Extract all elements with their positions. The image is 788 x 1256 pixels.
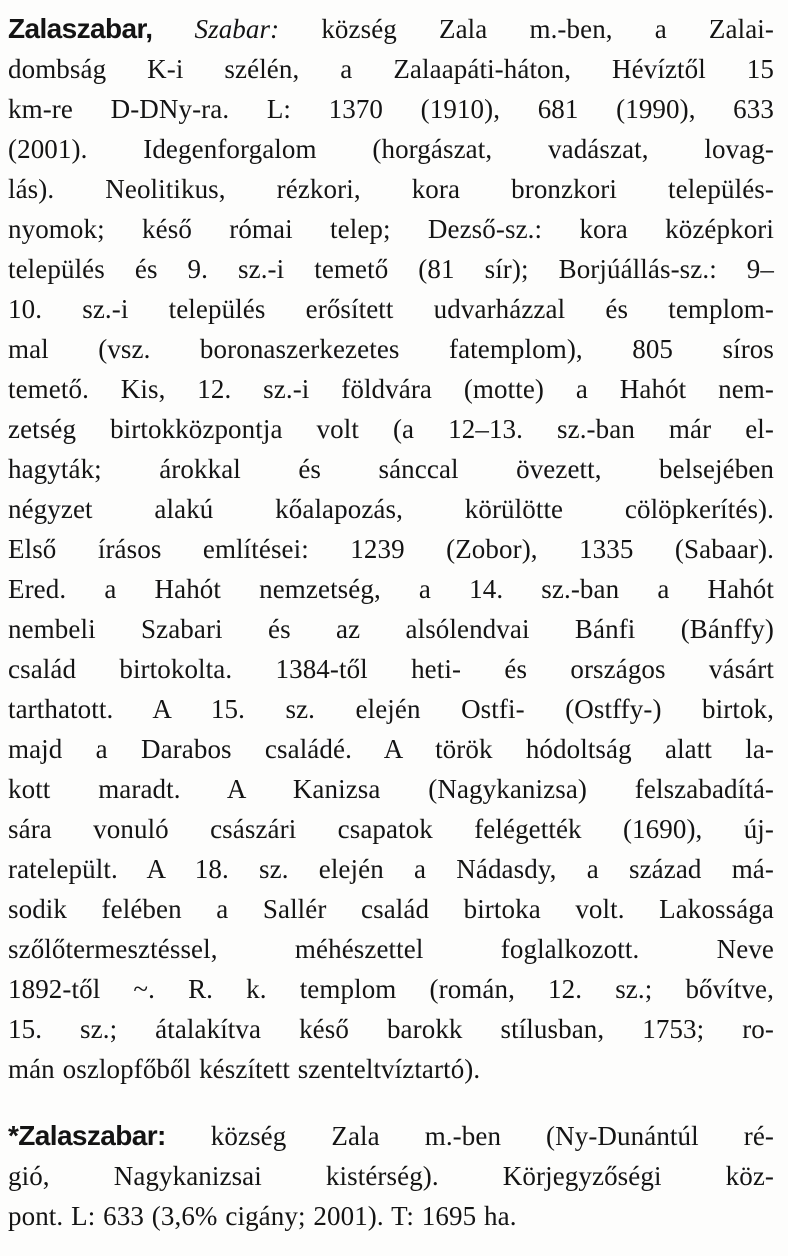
text-line-fragment: község Zala m.-ben (Ny-Dunántúl ré-: [210, 1121, 774, 1151]
text-line: zetség birtokközpontja volt (a 12–13. sz.-ban már el-: [8, 414, 774, 444]
text-line: [8, 1116, 774, 1156]
text-line: sára vonuló császári csapatok felégették (1690), új-: [8, 814, 774, 844]
text-line: település és 9. sz.-i temető (81 sír); Borjúállás-sz.: 9–: [8, 254, 774, 284]
text-line: mal (vsz. boronaszerkezetes fatemplom), 805 síros: [8, 334, 774, 364]
entry-variant-name: Szabar:: [194, 14, 280, 44]
text-line: 15. sz.; átalakítva késő barokk stílusban, 1753; ro-: [8, 1014, 774, 1044]
text-line: szőlőtermesztéssel, méhészettel foglalkozott. Neve: [8, 934, 774, 964]
text-line: 1892-től ~. R. k. templom (román, 12. sz.; bővítve,: [8, 974, 774, 1004]
text-line: hagyták; árokkal és sánccal övezett, belsejében: [8, 454, 774, 484]
text-line: nyomok; késő római telep; Dezső-sz.: kora középkori: [8, 214, 774, 244]
entry-headword: *Zalaszabar:: [8, 1120, 166, 1151]
text-line: (2001). Idegenforgalom (horgászat, vadászat, lovag-: [8, 134, 774, 164]
text-line: Ered. a Hahót nemzetség, a 14. sz.-ban a Hahót: [8, 574, 774, 604]
entry-zalaszabar: [8, 9, 774, 1089]
text-line: km-re D-DNy-ra. L: 1370 (1910), 681 (1990), 633: [8, 94, 774, 124]
text-line: sodik felében a Sallér család birtoka volt. Lakossága: [8, 894, 774, 924]
text-line: mán oszlopfőből készített szenteltvíztartó).: [8, 1054, 481, 1084]
text-line: 10. sz.-i település erősített udvarházzal és templom-: [8, 294, 774, 324]
text-line-fragment: község Zala m.-ben, a Zalai-: [321, 14, 774, 44]
text-line: tarthatott. A 15. sz. elején Ostfi- (Ostffy-) birtok,: [8, 694, 774, 724]
text-line: család birtokolta. 1384-től heti- és országos vásárt: [8, 654, 774, 684]
text-line: dombság K-i szélén, a Zalaapáti-háton, Hévíztől 15: [8, 54, 774, 84]
entry-headword: Zalaszabar,: [8, 13, 153, 44]
text-line: temető. Kis, 12. sz.-i földvára (motte) a Hahót nem-: [8, 374, 774, 404]
text-line: kott maradt. A Kanizsa (Nagykanizsa) felszabadítá-: [8, 774, 774, 804]
entry-zalaszabar-admin: [8, 1116, 774, 1236]
text-line: négyzet alakú kőalapozás, körülötte cölöpkerítés).: [8, 494, 774, 524]
text-line: ratelepült. A 18. sz. elején a Nádasdy, a század má-: [8, 854, 774, 884]
text-line: lás). Neolitikus, rézkori, kora bronzkori település-: [8, 174, 774, 204]
text-line: [8, 9, 774, 49]
text-line: majd a Darabos családé. A török hódoltság alatt la-: [8, 734, 774, 764]
text-line: Első írásos említései: 1239 (Zobor), 1335 (Sabaar).: [8, 534, 774, 564]
text-line: pont. L: 633 (3,6% cigány; 2001). T: 1695 ha.: [8, 1201, 517, 1231]
text-line: nembeli Szabari és az alsólendvai Bánfi (Bánffy): [8, 614, 774, 644]
text-line: gió, Nagykanizsai kistérség). Körjegyzőségi köz-: [8, 1161, 774, 1191]
